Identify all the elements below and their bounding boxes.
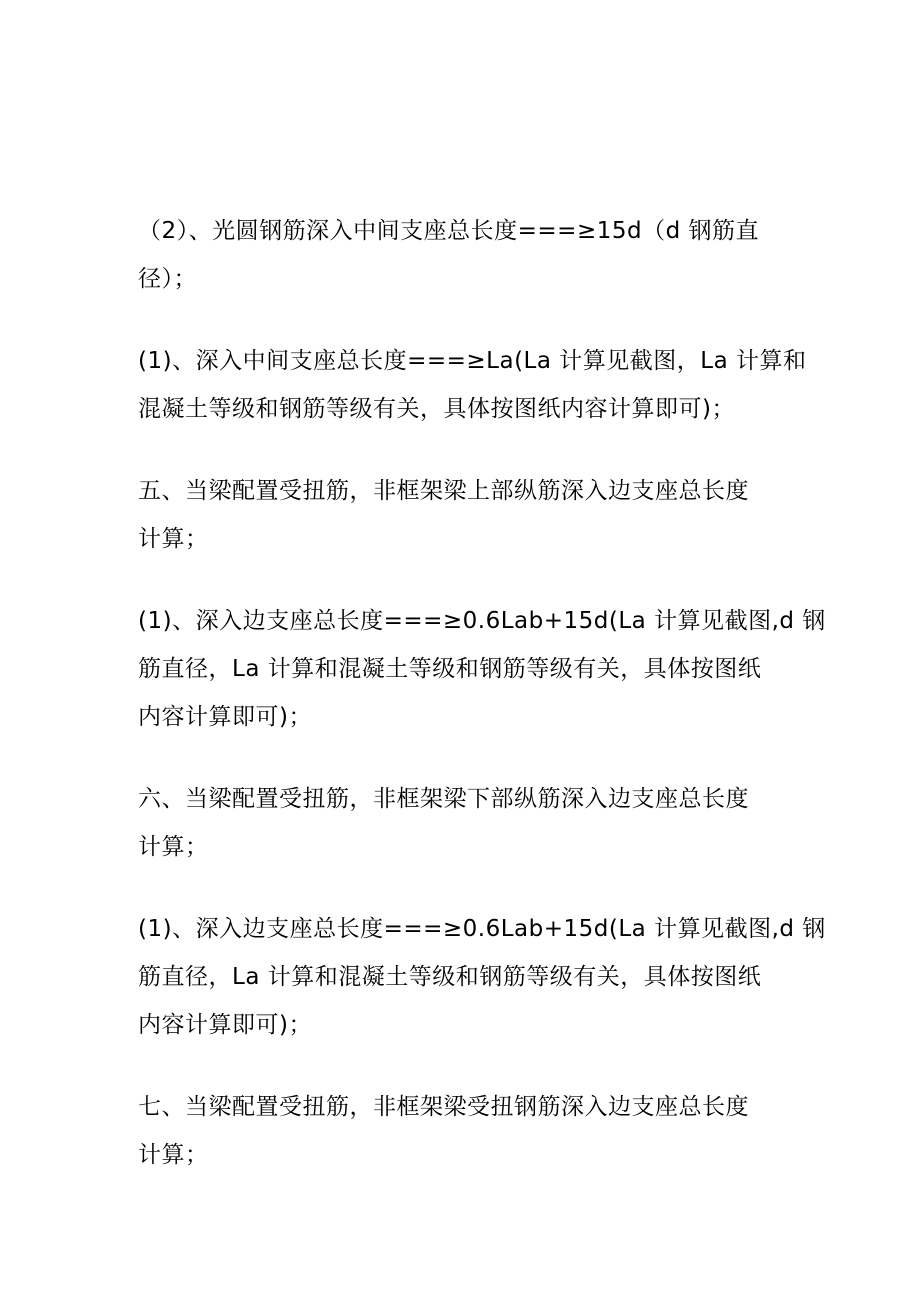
paragraph-edge-support-bottom xyxy=(138,905,826,1049)
text-line: 筋直径，La 计算和混凝土等级和钢筋等级有关，具体按图纸 xyxy=(138,964,762,990)
text-line: (1)、深入中间支座总长度===≥La(La 计算见截图，La 计算和 xyxy=(138,348,807,374)
text-line: 内容计算即可)； xyxy=(138,1012,312,1038)
text-line: 计算； xyxy=(138,526,209,552)
paragraph-plain-bar-middle-support xyxy=(138,207,788,303)
text-line: 筋直径，La 计算和混凝土等级和钢筋等级有关，具体按图纸 xyxy=(138,656,762,682)
text-line: （2）、光圆钢筋深入中间支座总长度===≥15d（d 钢筋直 xyxy=(138,218,759,244)
document-body xyxy=(138,207,826,1213)
text-line: 内容计算即可)； xyxy=(138,704,312,730)
paragraph-edge-support-top xyxy=(138,597,826,741)
section-heading-5 xyxy=(138,467,788,563)
text-line: (1)、深入边支座总长度===≥0.6Lab+15d(La 计算见截图,d 钢 xyxy=(138,608,826,634)
text-line: 五、当梁配置受扭筋，非框架梁上部纵筋深入边支座总长度 xyxy=(138,478,749,504)
section-heading-6 xyxy=(138,775,788,871)
text-line: 七、当梁配置受扭筋，非框架梁受扭钢筋深入边支座总长度 xyxy=(138,1094,749,1120)
text-line: (1)、深入边支座总长度===≥0.6Lab+15d(La 计算见截图,d 钢 xyxy=(138,916,826,942)
text-line: 计算； xyxy=(138,834,209,860)
text-line: 计算； xyxy=(138,1142,209,1168)
text-line: 六、当梁配置受扭筋，非框架梁下部纵筋深入边支座总长度 xyxy=(138,786,749,812)
text-line: 混凝土等级和钢筋等级有关，具体按图纸内容计算即可)； xyxy=(138,396,735,422)
text-line: 径）； xyxy=(138,266,197,292)
paragraph-middle-support-la xyxy=(138,337,807,433)
section-heading-7 xyxy=(138,1083,788,1179)
